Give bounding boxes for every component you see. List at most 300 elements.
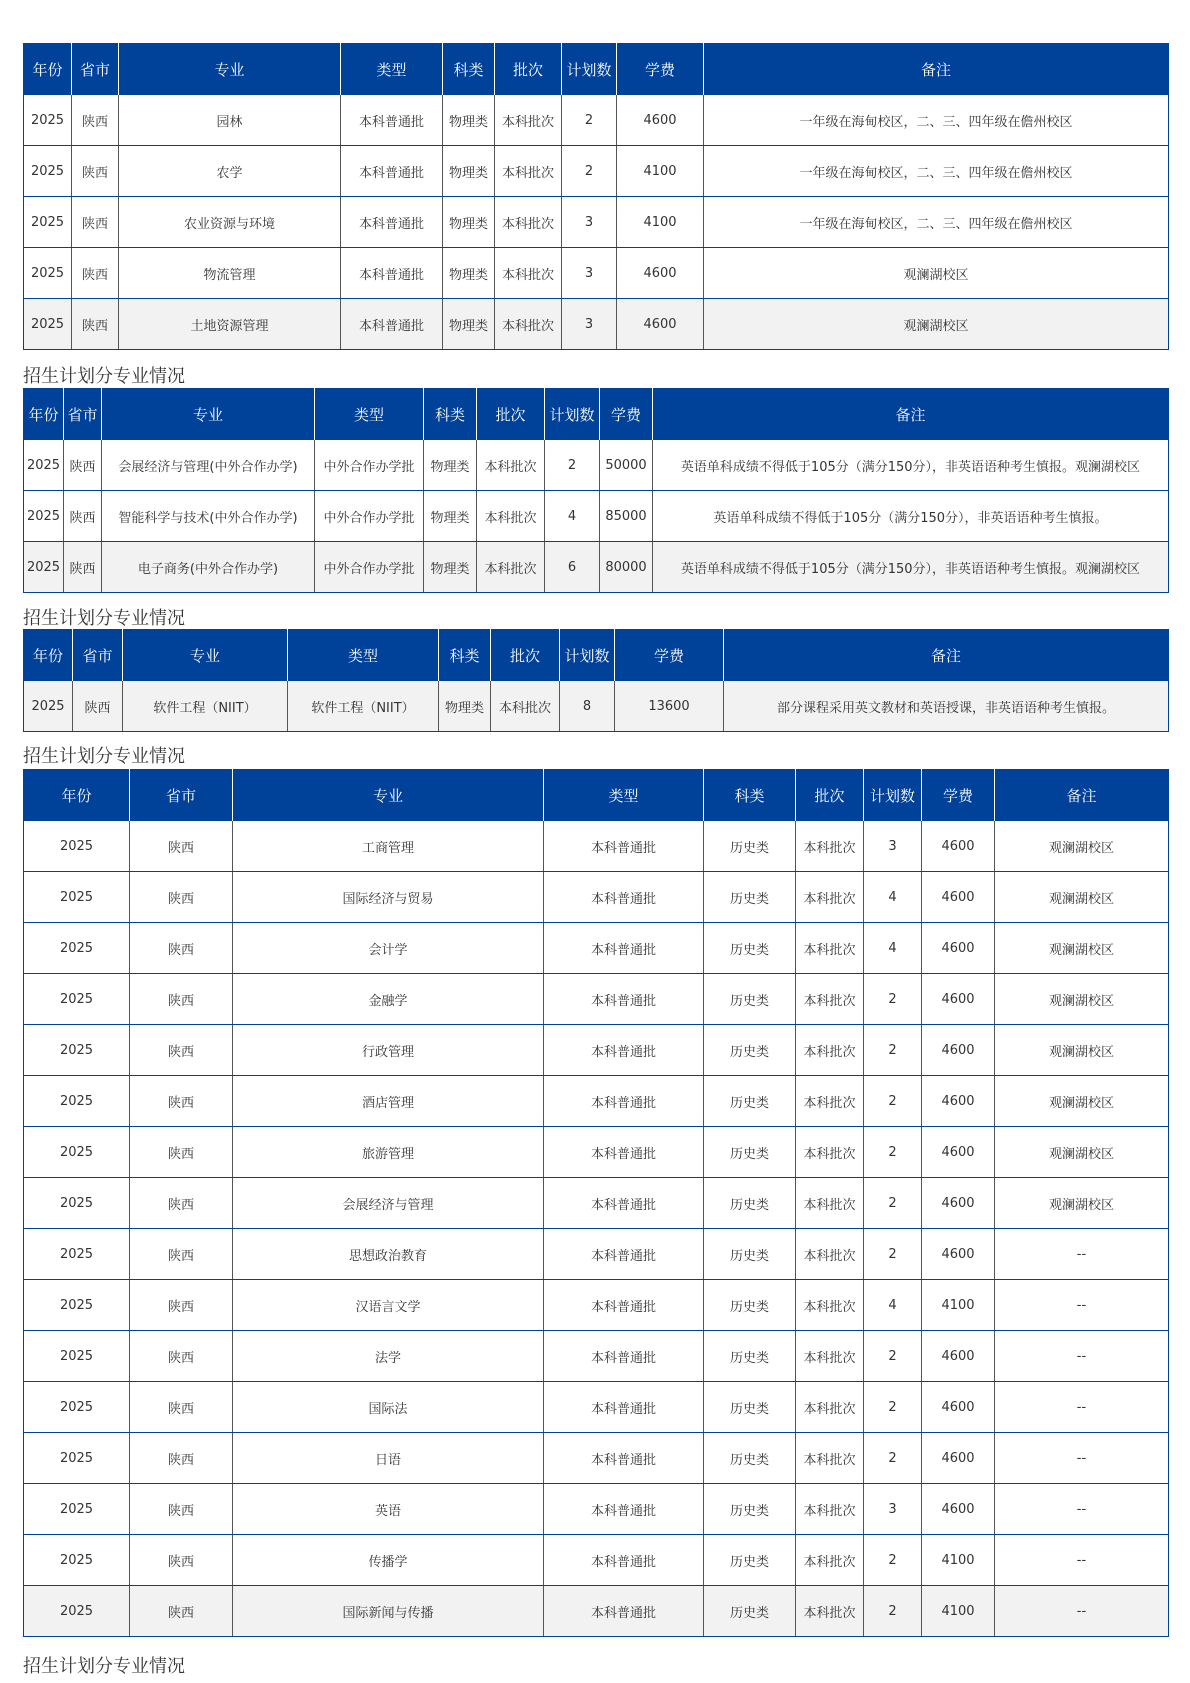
cell-batch: 本科批次 <box>796 1127 864 1178</box>
cell-province: 陕西 <box>64 440 102 491</box>
cell-province: 陕西 <box>72 197 119 248</box>
header-province: 省市 <box>72 44 119 96</box>
cell-plan-count: 2 <box>864 1382 922 1433</box>
cell-year: 2025 <box>24 1484 130 1535</box>
cell-tuition: 13600 <box>615 681 724 732</box>
cell-type: 本科普通批 <box>544 923 704 974</box>
cell-remarks: 英语单科成绩不得低于105分（满分150分），非英语语种考生慎报。 <box>653 491 1169 542</box>
cell-plan-count: 4 <box>545 491 600 542</box>
section-title: 招生计划分专业情况 <box>23 746 185 767</box>
cell-year: 2025 <box>24 1382 130 1433</box>
cell-year: 2025 <box>24 1229 130 1280</box>
cell-year: 2025 <box>24 681 73 732</box>
cell-type: 本科普通批 <box>544 1433 704 1484</box>
cell-type: 本科普通批 <box>544 1025 704 1076</box>
table-row <box>24 146 1169 197</box>
cell-major: 智能科学与技术(中外合作办学) <box>102 491 315 542</box>
cell-batch: 本科批次 <box>796 923 864 974</box>
cell-subject: 历史类 <box>704 1127 796 1178</box>
cell-subject: 历史类 <box>704 872 796 923</box>
table-row <box>24 923 1169 974</box>
header-remarks: 备注 <box>653 389 1169 441</box>
cell-year: 2025 <box>24 974 130 1025</box>
cell-tuition: 4600 <box>922 1178 995 1229</box>
cell-remarks: 英语单科成绩不得低于105分（满分150分），非英语语种考生慎报。观澜湖校区 <box>653 440 1169 491</box>
header-remarks: 备注 <box>995 770 1169 822</box>
header-row <box>24 770 1169 822</box>
cell-subject: 物理类 <box>424 491 477 542</box>
header-province: 省市 <box>73 630 123 682</box>
cell-province: 陕西 <box>72 95 119 146</box>
cell-major: 会计学 <box>233 923 544 974</box>
cell-year: 2025 <box>24 299 72 350</box>
cell-batch: 本科批次 <box>477 440 545 491</box>
header-subject: 科类 <box>704 770 796 822</box>
cell-major: 会展经济与管理(中外合作办学) <box>102 440 315 491</box>
table-row <box>24 1535 1169 1586</box>
cell-type: 本科普通批 <box>544 974 704 1025</box>
cell-type: 本科普通批 <box>544 1586 704 1637</box>
cell-plan-count: 8 <box>560 681 615 732</box>
cell-tuition: 4600 <box>922 821 995 872</box>
header-year: 年份 <box>24 630 73 682</box>
cell-province: 陕西 <box>64 542 102 593</box>
header-batch: 批次 <box>495 44 562 96</box>
cell-batch: 本科批次 <box>477 542 545 593</box>
cell-type: 本科普通批 <box>544 1127 704 1178</box>
header-batch: 批次 <box>796 770 864 822</box>
cell-major: 酒店管理 <box>233 1076 544 1127</box>
cell-remarks: -- <box>995 1382 1169 1433</box>
cell-remarks: 观澜湖校区 <box>995 872 1169 923</box>
cell-year: 2025 <box>24 1280 130 1331</box>
cell-major: 国际法 <box>233 1382 544 1433</box>
cell-type: 本科普通批 <box>544 1076 704 1127</box>
cell-plan-count: 2 <box>562 146 617 197</box>
cell-plan-count: 2 <box>864 974 922 1025</box>
cell-major: 旅游管理 <box>233 1127 544 1178</box>
cell-province: 陕西 <box>130 1484 233 1535</box>
table-row <box>24 1178 1169 1229</box>
header-major: 专业 <box>119 44 341 96</box>
cell-tuition: 4600 <box>922 974 995 1025</box>
cell-province: 陕西 <box>130 1025 233 1076</box>
cell-remarks: 观澜湖校区 <box>995 1076 1169 1127</box>
table-row <box>24 1586 1169 1637</box>
cell-year: 2025 <box>24 197 72 248</box>
cell-type: 本科普通批 <box>341 197 443 248</box>
cell-tuition: 4100 <box>617 197 704 248</box>
table-row <box>24 1382 1169 1433</box>
cell-remarks: 一年级在海甸校区，二、三、四年级在儋州校区 <box>704 146 1169 197</box>
header-tuition: 学费 <box>922 770 995 822</box>
table-row <box>24 1229 1169 1280</box>
cell-year: 2025 <box>24 1076 130 1127</box>
cell-remarks: 观澜湖校区 <box>995 1178 1169 1229</box>
cell-subject: 历史类 <box>704 1433 796 1484</box>
cell-year: 2025 <box>24 1535 130 1586</box>
cell-province: 陕西 <box>130 1076 233 1127</box>
cell-type: 本科普通批 <box>544 1535 704 1586</box>
cell-tuition: 4600 <box>922 1331 995 1382</box>
cell-batch: 本科批次 <box>495 197 562 248</box>
cell-province: 陕西 <box>72 248 119 299</box>
cell-remarks: -- <box>995 1535 1169 1586</box>
cell-tuition: 4600 <box>922 1433 995 1484</box>
cell-type: 中外合作办学批 <box>315 491 424 542</box>
cell-remarks: 观澜湖校区 <box>995 974 1169 1025</box>
cell-type: 本科普通批 <box>544 1178 704 1229</box>
cell-tuition: 4600 <box>922 1127 995 1178</box>
header-subject: 科类 <box>443 44 495 96</box>
enrollment-table-4 <box>23 769 1168 1637</box>
cell-tuition: 4600 <box>922 1076 995 1127</box>
cell-major: 软件工程（NIIT） <box>123 681 288 732</box>
header-tuition: 学费 <box>600 389 653 441</box>
cell-remarks: -- <box>995 1433 1169 1484</box>
header-plan-count: 计划数 <box>560 630 615 682</box>
cell-province: 陕西 <box>130 1535 233 1586</box>
cell-type: 本科普通批 <box>341 248 443 299</box>
cell-year: 2025 <box>24 440 64 491</box>
section-title: 招生计划分专业情况 <box>23 366 185 387</box>
cell-subject: 历史类 <box>704 821 796 872</box>
cell-tuition: 85000 <box>600 491 653 542</box>
table-row <box>24 681 1169 732</box>
header-tuition: 学费 <box>617 44 704 96</box>
cell-major: 国际新闻与传播 <box>233 1586 544 1637</box>
cell-year: 2025 <box>24 1127 130 1178</box>
header-remarks: 备注 <box>704 44 1169 96</box>
cell-year: 2025 <box>24 1331 130 1382</box>
section-title: 招生计划分专业情况 <box>23 1656 185 1677</box>
header-row <box>24 630 1169 682</box>
cell-year: 2025 <box>24 821 130 872</box>
cell-remarks: -- <box>995 1229 1169 1280</box>
plan-table <box>23 43 1169 350</box>
cell-tuition: 4600 <box>922 1025 995 1076</box>
cell-province: 陕西 <box>130 1178 233 1229</box>
cell-batch: 本科批次 <box>796 1229 864 1280</box>
header-row <box>24 44 1169 96</box>
cell-tuition: 4600 <box>922 1484 995 1535</box>
cell-plan-count: 4 <box>864 872 922 923</box>
cell-subject: 历史类 <box>704 1076 796 1127</box>
table-row <box>24 95 1169 146</box>
cell-year: 2025 <box>24 1433 130 1484</box>
header-batch: 批次 <box>477 389 545 441</box>
cell-batch: 本科批次 <box>495 248 562 299</box>
table-row <box>24 542 1169 593</box>
cell-remarks: 部分课程采用英文教材和英语授课，非英语语种考生慎报。 <box>724 681 1169 732</box>
cell-plan-count: 2 <box>864 1433 922 1484</box>
cell-major: 工商管理 <box>233 821 544 872</box>
header-type: 类型 <box>544 770 704 822</box>
cell-tuition: 4100 <box>922 1535 995 1586</box>
cell-province: 陕西 <box>130 1433 233 1484</box>
cell-batch: 本科批次 <box>796 872 864 923</box>
cell-major: 园林 <box>119 95 341 146</box>
cell-batch: 本科批次 <box>796 1535 864 1586</box>
header-type: 类型 <box>315 389 424 441</box>
header-plan-count: 计划数 <box>864 770 922 822</box>
cell-type: 本科普通批 <box>544 1331 704 1382</box>
cell-plan-count: 2 <box>562 95 617 146</box>
cell-plan-count: 2 <box>864 1331 922 1382</box>
cell-tuition: 80000 <box>600 542 653 593</box>
plan-table <box>23 769 1169 1637</box>
cell-type: 本科普通批 <box>341 299 443 350</box>
cell-major: 物流管理 <box>119 248 341 299</box>
cell-type: 软件工程（NIIT） <box>288 681 439 732</box>
cell-major: 法学 <box>233 1331 544 1382</box>
cell-year: 2025 <box>24 542 64 593</box>
table-row <box>24 1484 1169 1535</box>
table-row <box>24 197 1169 248</box>
cell-subject: 历史类 <box>704 1484 796 1535</box>
cell-province: 陕西 <box>130 1382 233 1433</box>
cell-province: 陕西 <box>64 491 102 542</box>
table-row <box>24 1331 1169 1382</box>
cell-subject: 历史类 <box>704 1586 796 1637</box>
cell-type: 本科普通批 <box>341 146 443 197</box>
cell-batch: 本科批次 <box>796 1484 864 1535</box>
cell-batch: 本科批次 <box>796 1178 864 1229</box>
cell-batch: 本科批次 <box>495 299 562 350</box>
cell-plan-count: 2 <box>864 1178 922 1229</box>
cell-subject: 历史类 <box>704 1331 796 1382</box>
section-title: 招生计划分专业情况 <box>23 608 185 629</box>
table-row <box>24 1433 1169 1484</box>
cell-type: 本科普通批 <box>341 95 443 146</box>
cell-year: 2025 <box>24 248 72 299</box>
cell-year: 2025 <box>24 1178 130 1229</box>
header-type: 类型 <box>288 630 439 682</box>
cell-type: 本科普通批 <box>544 1382 704 1433</box>
cell-plan-count: 4 <box>864 1280 922 1331</box>
table-row <box>24 248 1169 299</box>
cell-plan-count: 2 <box>864 1586 922 1637</box>
cell-type: 中外合作办学批 <box>315 542 424 593</box>
header-batch: 批次 <box>491 630 560 682</box>
cell-major: 金融学 <box>233 974 544 1025</box>
cell-major: 日语 <box>233 1433 544 1484</box>
cell-subject: 物理类 <box>439 681 491 732</box>
cell-tuition: 4600 <box>922 872 995 923</box>
cell-subject: 历史类 <box>704 1229 796 1280</box>
cell-tuition: 4600 <box>922 923 995 974</box>
enrollment-table-2 <box>23 388 1168 593</box>
cell-subject: 历史类 <box>704 1025 796 1076</box>
cell-province: 陕西 <box>130 1331 233 1382</box>
cell-tuition: 4600 <box>922 1382 995 1433</box>
table-row <box>24 1076 1169 1127</box>
cell-subject: 历史类 <box>704 1535 796 1586</box>
cell-type: 本科普通批 <box>544 1484 704 1535</box>
cell-batch: 本科批次 <box>491 681 560 732</box>
cell-plan-count: 2 <box>864 1127 922 1178</box>
cell-type: 中外合作办学批 <box>315 440 424 491</box>
cell-major: 电子商务(中外合作办学) <box>102 542 315 593</box>
cell-major: 农学 <box>119 146 341 197</box>
cell-year: 2025 <box>24 146 72 197</box>
cell-remarks: -- <box>995 1484 1169 1535</box>
table-row <box>24 872 1169 923</box>
header-province: 省市 <box>130 770 233 822</box>
cell-province: 陕西 <box>130 1280 233 1331</box>
cell-type: 本科普通批 <box>544 1280 704 1331</box>
cell-batch: 本科批次 <box>796 1433 864 1484</box>
plan-table <box>23 388 1169 593</box>
header-year: 年份 <box>24 44 72 96</box>
header-subject: 科类 <box>439 630 491 682</box>
cell-remarks: 观澜湖校区 <box>704 299 1169 350</box>
cell-subject: 历史类 <box>704 1382 796 1433</box>
table-row <box>24 974 1169 1025</box>
cell-plan-count: 2 <box>545 440 600 491</box>
cell-remarks: 观澜湖校区 <box>995 1127 1169 1178</box>
cell-province: 陕西 <box>73 681 123 732</box>
cell-batch: 本科批次 <box>796 1076 864 1127</box>
cell-province: 陕西 <box>72 299 119 350</box>
cell-plan-count: 6 <box>545 542 600 593</box>
cell-remarks: -- <box>995 1331 1169 1382</box>
cell-tuition: 4600 <box>617 248 704 299</box>
cell-remarks: 观澜湖校区 <box>995 923 1169 974</box>
cell-batch: 本科批次 <box>796 1586 864 1637</box>
cell-batch: 本科批次 <box>796 974 864 1025</box>
cell-tuition: 4100 <box>922 1280 995 1331</box>
cell-subject: 物理类 <box>443 146 495 197</box>
cell-year: 2025 <box>24 491 64 542</box>
enrollment-table-1 <box>23 43 1168 350</box>
cell-batch: 本科批次 <box>477 491 545 542</box>
cell-batch: 本科批次 <box>796 1280 864 1331</box>
cell-major: 汉语言文学 <box>233 1280 544 1331</box>
cell-tuition: 4100 <box>617 146 704 197</box>
cell-remarks: 观澜湖校区 <box>995 1025 1169 1076</box>
header-major: 专业 <box>123 630 288 682</box>
cell-tuition: 4600 <box>617 95 704 146</box>
cell-subject: 历史类 <box>704 974 796 1025</box>
cell-province: 陕西 <box>130 974 233 1025</box>
header-tuition: 学费 <box>615 630 724 682</box>
table-row <box>24 491 1169 542</box>
cell-subject: 物理类 <box>424 440 477 491</box>
cell-plan-count: 3 <box>864 1484 922 1535</box>
cell-year: 2025 <box>24 923 130 974</box>
cell-year: 2025 <box>24 1586 130 1637</box>
cell-major: 传播学 <box>233 1535 544 1586</box>
cell-subject: 物理类 <box>443 95 495 146</box>
cell-major: 农业资源与环境 <box>119 197 341 248</box>
cell-plan-count: 4 <box>864 923 922 974</box>
table-row <box>24 1280 1169 1331</box>
cell-subject: 物理类 <box>443 299 495 350</box>
cell-plan-count: 2 <box>864 1076 922 1127</box>
header-major: 专业 <box>233 770 544 822</box>
header-subject: 科类 <box>424 389 477 441</box>
cell-province: 陕西 <box>72 146 119 197</box>
cell-batch: 本科批次 <box>796 1025 864 1076</box>
cell-subject: 历史类 <box>704 1178 796 1229</box>
header-row <box>24 389 1169 441</box>
cell-province: 陕西 <box>130 1229 233 1280</box>
header-plan-count: 计划数 <box>562 44 617 96</box>
header-province: 省市 <box>64 389 102 441</box>
header-year: 年份 <box>24 770 130 822</box>
table-row <box>24 1025 1169 1076</box>
cell-remarks: 一年级在海甸校区，二、三、四年级在儋州校区 <box>704 197 1169 248</box>
plan-table <box>23 629 1169 732</box>
cell-remarks: 英语单科成绩不得低于105分（满分150分），非英语语种考生慎报。观澜湖校区 <box>653 542 1169 593</box>
cell-plan-count: 2 <box>864 1025 922 1076</box>
cell-major: 行政管理 <box>233 1025 544 1076</box>
cell-type: 本科普通批 <box>544 821 704 872</box>
table-row <box>24 1127 1169 1178</box>
cell-year: 2025 <box>24 95 72 146</box>
header-year: 年份 <box>24 389 64 441</box>
cell-major: 英语 <box>233 1484 544 1535</box>
table-row <box>24 440 1169 491</box>
table-row <box>24 821 1169 872</box>
cell-tuition: 4600 <box>617 299 704 350</box>
cell-province: 陕西 <box>130 1127 233 1178</box>
cell-subject: 物理类 <box>443 248 495 299</box>
cell-year: 2025 <box>24 1025 130 1076</box>
cell-plan-count: 2 <box>864 1535 922 1586</box>
cell-tuition: 50000 <box>600 440 653 491</box>
cell-plan-count: 3 <box>864 821 922 872</box>
cell-batch: 本科批次 <box>796 821 864 872</box>
cell-subject: 历史类 <box>704 1280 796 1331</box>
cell-province: 陕西 <box>130 872 233 923</box>
cell-remarks: 观澜湖校区 <box>704 248 1169 299</box>
cell-batch: 本科批次 <box>796 1331 864 1382</box>
cell-batch: 本科批次 <box>495 146 562 197</box>
cell-remarks: -- <box>995 1280 1169 1331</box>
cell-year: 2025 <box>24 872 130 923</box>
cell-province: 陕西 <box>130 923 233 974</box>
cell-type: 本科普通批 <box>544 1229 704 1280</box>
table-row <box>24 299 1169 350</box>
cell-province: 陕西 <box>130 821 233 872</box>
cell-province: 陕西 <box>130 1586 233 1637</box>
cell-subject: 物理类 <box>424 542 477 593</box>
cell-plan-count: 3 <box>562 248 617 299</box>
cell-remarks: 观澜湖校区 <box>995 821 1169 872</box>
header-plan-count: 计划数 <box>545 389 600 441</box>
cell-tuition: 4600 <box>922 1229 995 1280</box>
cell-remarks: -- <box>995 1586 1169 1637</box>
header-remarks: 备注 <box>724 630 1169 682</box>
cell-type: 本科普通批 <box>544 872 704 923</box>
cell-plan-count: 2 <box>864 1229 922 1280</box>
cell-major: 思想政治教育 <box>233 1229 544 1280</box>
cell-batch: 本科批次 <box>495 95 562 146</box>
cell-tuition: 4100 <box>922 1586 995 1637</box>
header-type: 类型 <box>341 44 443 96</box>
cell-major: 国际经济与贸易 <box>233 872 544 923</box>
cell-batch: 本科批次 <box>796 1382 864 1433</box>
cell-plan-count: 3 <box>562 197 617 248</box>
cell-remarks: 一年级在海甸校区，二、三、四年级在儋州校区 <box>704 95 1169 146</box>
cell-major: 会展经济与管理 <box>233 1178 544 1229</box>
cell-subject: 历史类 <box>704 923 796 974</box>
cell-major: 土地资源管理 <box>119 299 341 350</box>
cell-subject: 物理类 <box>443 197 495 248</box>
header-major: 专业 <box>102 389 315 441</box>
